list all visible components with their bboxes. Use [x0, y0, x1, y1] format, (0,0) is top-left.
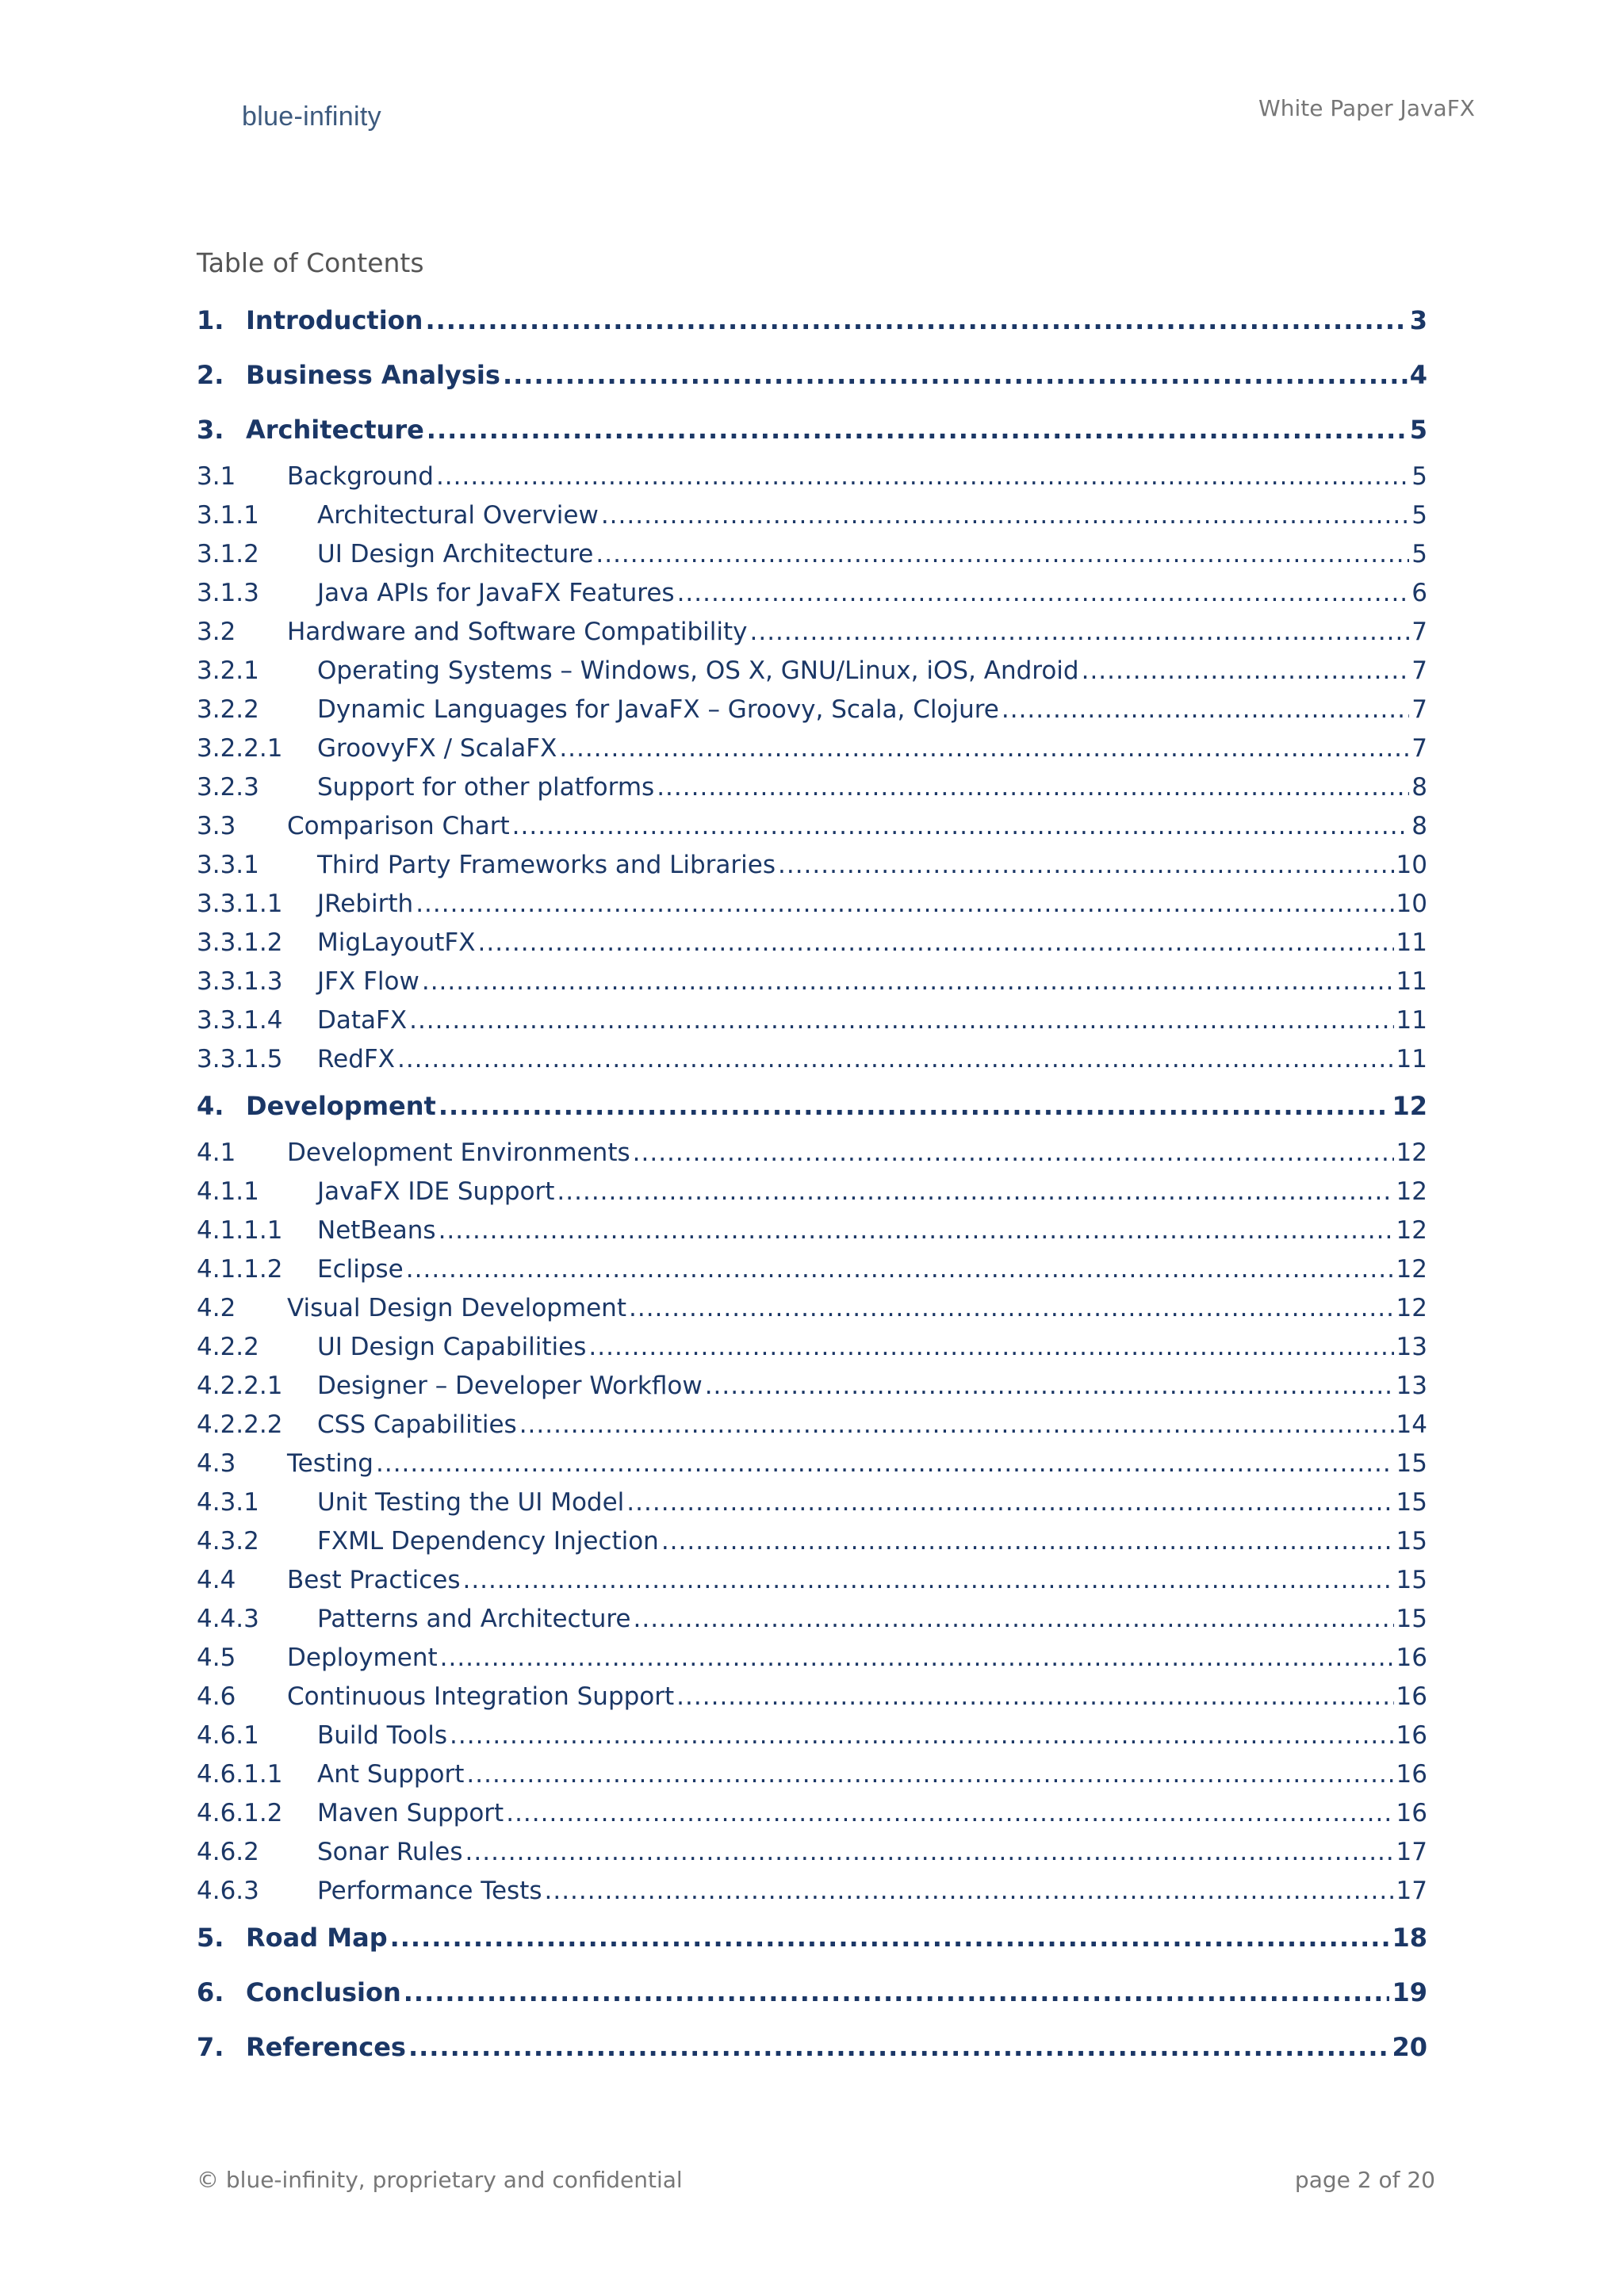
toc-entry-title: References [246, 2032, 406, 2062]
toc-entry[interactable] [197, 846, 1427, 885]
toc-entry-title: Comparison Chart [287, 812, 510, 840]
toc-leader-dots [397, 1040, 1394, 1079]
toc-entry-title: MigLayoutFX [317, 928, 476, 957]
toc-entry-title: Ant Support [317, 1760, 465, 1789]
toc-leader-dots [439, 1079, 1390, 1134]
toc-entry-page: 11 [1396, 1045, 1427, 1073]
toc-entry-page: 15 [1396, 1605, 1427, 1633]
toc-entry-number: 4.6.1.1 [197, 1760, 283, 1789]
toc-entry-page: 3 [1409, 305, 1427, 335]
toc-entry-title: Designer – Developer Workflow [317, 1372, 703, 1400]
toc-entry-number: 4.3.2 [197, 1527, 259, 1556]
toc-entry-title: GroovyFX / ScalaFX [317, 734, 557, 763]
toc-leader-dots [478, 924, 1394, 962]
toc-leader-dots [705, 1367, 1394, 1406]
toc-entry-title: Support for other platforms [317, 773, 655, 802]
toc-entry-page: 14 [1396, 1410, 1427, 1439]
toc-entry-title: FXML Dependency Injection [317, 1527, 659, 1556]
toc-leader-dots [390, 1911, 1390, 1965]
toc-entry-page: 5 [1411, 462, 1427, 491]
toc-entry-title: Conclusion [246, 1977, 401, 2007]
toc-entry[interactable] [197, 1872, 1427, 1911]
toc-entry-page: 16 [1396, 1799, 1427, 1827]
toc-entry[interactable] [197, 1445, 1427, 1483]
toc-entry-number: 4.1.1.1 [197, 1216, 283, 1245]
toc-entry[interactable] [197, 807, 1427, 846]
toc-entry-title: Eclipse [317, 1255, 404, 1284]
toc-entry-number: 3.1.3 [197, 579, 259, 607]
toc-entry-title: JavaFX IDE Support [317, 1177, 555, 1206]
toc-leader-dots [519, 1406, 1394, 1445]
toc-leader-dots [661, 1522, 1394, 1561]
toc-entry-page: 15 [1396, 1449, 1427, 1478]
toc-entry[interactable] [197, 348, 1427, 403]
toc-entry-number: 6. [197, 1977, 224, 2007]
toc-entry-title: Business Analysis [246, 360, 500, 390]
toc-entry-number: 4.4.3 [197, 1605, 259, 1633]
toc-entry[interactable] [197, 535, 1427, 574]
toc-leader-dots [633, 1134, 1394, 1173]
toc-entry[interactable] [197, 1001, 1427, 1040]
toc-entry-page: 17 [1396, 1877, 1427, 1905]
toc-entry-page: 16 [1396, 1644, 1427, 1672]
footer-page-number: page 2 of 20 [1294, 2167, 1435, 2193]
toc-leader-dots [376, 1445, 1394, 1483]
toc-entry-number: 3.1.2 [197, 540, 259, 568]
toc-entry-title: Java APIs for JavaFX Features [317, 579, 675, 607]
toc-leader-dots [408, 2020, 1390, 2075]
toc-entry-title: Performance Tests [317, 1877, 542, 1905]
toc-entry-title: CSS Capabilities [317, 1410, 517, 1439]
toc-entry-title: Development Environments [287, 1138, 630, 1167]
toc-entry-title: NetBeans [317, 1216, 436, 1245]
table-of-contents [197, 293, 1427, 2075]
toc-leader-dots [409, 1001, 1393, 1040]
toc-leader-dots [629, 1289, 1394, 1328]
toc-entry-title: Sonar Rules [317, 1838, 463, 1866]
toc-entry[interactable] [197, 574, 1427, 613]
toc-entry-page: 16 [1396, 1760, 1427, 1789]
toc-leader-dots [545, 1872, 1394, 1911]
toc-leader-dots [512, 807, 1410, 846]
toc-entry-title: DataFX [317, 1006, 408, 1035]
toc-entry-page: 12 [1396, 1138, 1427, 1167]
toc-entry-title: JRebirth [317, 890, 414, 918]
toc-entry-number: 3.3.1.2 [197, 928, 283, 957]
toc-entry-page: 12 [1396, 1177, 1427, 1206]
toc-entry[interactable] [197, 1211, 1427, 1250]
toc-leader-dots [559, 729, 1409, 768]
toc-entry-number: 3.3.1.4 [197, 1006, 283, 1035]
toc-entry[interactable] [197, 1965, 1427, 2020]
toc-entry[interactable] [197, 1600, 1427, 1639]
toc-entry[interactable] [197, 768, 1427, 807]
toc-entry-number: 4.6.1 [197, 1721, 259, 1750]
toc-entry-number: 4.6 [197, 1682, 236, 1711]
toc-entry-number: 5. [197, 1923, 224, 1953]
toc-entry[interactable] [197, 1755, 1427, 1794]
toc-leader-dots [506, 1794, 1393, 1833]
toc-entry-page: 20 [1392, 2032, 1427, 2062]
toc-leader-dots [439, 1211, 1394, 1250]
toc-entry-title: Road Map [246, 1923, 388, 1953]
toc-leader-dots [503, 348, 1408, 403]
toc-entry-number: 4.1.1.2 [197, 1255, 283, 1284]
toc-leader-dots [406, 1250, 1394, 1289]
toc-entry-title: Third Party Frameworks and Libraries [317, 851, 776, 879]
toc-entry-title: Build Tools [317, 1721, 448, 1750]
toc-entry[interactable] [197, 962, 1427, 1001]
toc-entry[interactable] [197, 1639, 1427, 1678]
toc-entry-page: 17 [1396, 1838, 1427, 1866]
toc-entry-title: Introduction [246, 305, 423, 335]
toc-entry-number: 3.2.2 [197, 695, 259, 724]
toc-entry-page: 16 [1396, 1682, 1427, 1711]
toc-entry-number: 4.2.2.1 [197, 1372, 283, 1400]
toc-entry-number: 4.3 [197, 1449, 236, 1478]
toc-entry-page: 10 [1396, 890, 1427, 918]
toc-entry[interactable] [197, 1716, 1427, 1755]
toc-entry-number: 1. [197, 305, 224, 335]
toc-entry-page: 16 [1396, 1721, 1427, 1750]
toc-entry-page: 12 [1396, 1216, 1427, 1245]
toc-entry-page: 12 [1392, 1091, 1427, 1121]
toc-entry-page: 19 [1392, 1977, 1427, 2007]
toc-leader-dots [634, 1600, 1394, 1639]
toc-entry[interactable] [197, 613, 1427, 652]
toc-entry-title: Visual Design Development [287, 1294, 626, 1322]
toc-entry-number: 3. [197, 415, 224, 445]
toc-entry[interactable] [197, 1328, 1427, 1367]
toc-entry[interactable] [197, 1173, 1427, 1211]
toc-entry[interactable] [197, 1289, 1427, 1328]
toc-entry[interactable] [197, 1134, 1427, 1173]
toc-entry-number: 4.6.2 [197, 1838, 259, 1866]
toc-entry[interactable] [197, 1678, 1427, 1716]
toc-entry-title: UI Design Architecture [317, 540, 594, 568]
toc-entry-title: Operating Systems – Windows, OS X, GNU/Linux, iOS, Android [317, 656, 1079, 685]
toc-entry-page: 15 [1396, 1566, 1427, 1594]
toc-entry[interactable] [197, 729, 1427, 768]
toc-entry-page: 13 [1396, 1372, 1427, 1400]
toc-entry-page: 15 [1396, 1488, 1427, 1517]
toc-entry[interactable] [197, 1406, 1427, 1445]
toc-entry-number: 3.2.2.1 [197, 734, 283, 763]
toc-entry[interactable] [197, 1911, 1427, 1965]
toc-entry-number: 4. [197, 1091, 224, 1121]
toc-entry-page: 18 [1392, 1923, 1427, 1953]
toc-entry-number: 3.3.1.5 [197, 1045, 283, 1073]
toc-entry[interactable] [197, 1079, 1427, 1134]
toc-entry-number: 7. [197, 2032, 224, 2062]
toc-entry-number: 3.3.1.1 [197, 890, 283, 918]
toc-entry-page: 6 [1411, 579, 1427, 607]
toc-entry-page: 12 [1396, 1255, 1427, 1284]
toc-entry-title: Architectural Overview [317, 501, 599, 530]
toc-entry[interactable] [197, 924, 1427, 962]
toc-leader-dots [466, 1755, 1393, 1794]
toc-entry-page: 15 [1396, 1527, 1427, 1556]
toc-entry-number: 4.2.2 [197, 1333, 259, 1361]
toc-leader-dots [588, 1328, 1393, 1367]
toc-entry-title: Architecture [246, 415, 424, 445]
toc-entry[interactable] [197, 691, 1427, 729]
toc-entry-page: 5 [1409, 415, 1427, 445]
toc-leader-dots [749, 613, 1409, 652]
toc-leader-dots [427, 403, 1408, 457]
toc-entry[interactable] [197, 1367, 1427, 1406]
toc-entry-number: 3.3 [197, 812, 236, 840]
toc-entry-page: 5 [1411, 540, 1427, 568]
toc-leader-dots [436, 457, 1409, 496]
toc-entry-number: 3.2.1 [197, 656, 259, 685]
toc-entry-number: 4.3.1 [197, 1488, 259, 1517]
toc-entry-page: 4 [1409, 360, 1427, 390]
toc-entry-number: 4.1 [197, 1138, 236, 1167]
toc-entry-page: 11 [1396, 928, 1427, 957]
toc-entry[interactable] [197, 1522, 1427, 1561]
toc-entry[interactable] [197, 1561, 1427, 1600]
toc-entry-number: 3.1.1 [197, 501, 259, 530]
toc-entry-number: 4.6.1.2 [197, 1799, 283, 1827]
toc-entry[interactable] [197, 1794, 1427, 1833]
toc-entry-number: 4.1.1 [197, 1177, 259, 1206]
toc-leader-dots [626, 1483, 1393, 1522]
toc-entry-title: Maven Support [317, 1799, 504, 1827]
footer-copyright: © blue-infinity, proprietary and confidential [197, 2167, 683, 2193]
toc-entry-page: 8 [1411, 812, 1427, 840]
toc-leader-dots [677, 574, 1410, 613]
toc-leader-dots [596, 535, 1409, 574]
toc-leader-dots [404, 1965, 1390, 2020]
document-title: White Paper JavaFX [1258, 95, 1475, 121]
toc-entry[interactable] [197, 403, 1427, 457]
toc-leader-dots [450, 1716, 1394, 1755]
toc-entry-page: 7 [1411, 734, 1427, 763]
toc-entry-title: Patterns and Architecture [317, 1605, 631, 1633]
toc-entry-number: 4.6.3 [197, 1877, 259, 1905]
company-logo: blue-infinity [242, 101, 381, 132]
toc-leader-dots [778, 846, 1394, 885]
toc-entry[interactable] [197, 293, 1427, 348]
toc-entry-number: 3.2.3 [197, 773, 259, 802]
toc-entry-page: 13 [1396, 1333, 1427, 1361]
toc-entry-number: 4.4 [197, 1566, 236, 1594]
toc-entry-number: 3.2 [197, 618, 236, 646]
toc-leader-dots [462, 1561, 1393, 1600]
toc-entry-title: Continuous Integration Support [287, 1682, 675, 1711]
toc-entry[interactable] [197, 496, 1427, 535]
toc-entry-number: 4.2.2.2 [197, 1410, 283, 1439]
toc-entry-page: 7 [1411, 695, 1427, 724]
toc-entry-title: Development [246, 1091, 436, 1121]
toc-entry-page: 10 [1396, 851, 1427, 879]
toc-entry-title: Background [287, 462, 434, 491]
toc-entry[interactable] [197, 2020, 1427, 2075]
toc-leader-dots [1002, 691, 1409, 729]
toc-entry-page: 5 [1411, 501, 1427, 530]
toc-entry-number: 4.2 [197, 1294, 236, 1322]
toc-leader-dots [416, 885, 1393, 924]
toc-entry[interactable] [197, 1040, 1427, 1079]
toc-leader-dots [440, 1639, 1394, 1678]
toc-leader-dots [465, 1833, 1394, 1872]
toc-leader-dots [601, 496, 1409, 535]
toc-entry[interactable] [197, 652, 1427, 691]
toc-entry-title: Dynamic Languages for JavaFX – Groovy, Scala, Clojure [317, 695, 999, 724]
toc-entry-number: 4.5 [197, 1644, 236, 1672]
toc-entry-title: JFX Flow [317, 967, 419, 996]
toc-entry-page: 11 [1396, 967, 1427, 996]
toc-entry[interactable] [197, 1483, 1427, 1522]
toc-entry-title: Hardware and Software Compatibility [287, 618, 748, 646]
toc-entry-number: 3.3.1.3 [197, 967, 283, 996]
toc-entry-title: Best Practices [287, 1566, 461, 1594]
toc-leader-dots [557, 1173, 1393, 1211]
toc-entry-number: 3.1 [197, 462, 236, 491]
toc-leader-dots [1082, 652, 1410, 691]
toc-entry-title: Testing [287, 1449, 373, 1478]
toc-entry-page: 7 [1411, 618, 1427, 646]
toc-leader-dots [676, 1678, 1393, 1716]
toc-entry-title: UI Design Capabilities [317, 1333, 587, 1361]
toc-leader-dots [657, 768, 1409, 807]
toc-entry-title: Deployment [287, 1644, 438, 1672]
toc-leader-dots [422, 962, 1394, 1001]
toc-entry[interactable] [197, 457, 1427, 496]
toc-entry-page: 11 [1396, 1006, 1427, 1035]
toc-entry-number: 2. [197, 360, 224, 390]
toc-entry-number: 3.3.1 [197, 851, 259, 879]
toc-heading: Table of Contents [197, 247, 424, 278]
toc-leader-dots [425, 293, 1407, 348]
toc-entry-page: 8 [1411, 773, 1427, 802]
toc-entry-page: 7 [1411, 656, 1427, 685]
toc-entry[interactable] [197, 1833, 1427, 1872]
toc-entry-title: Unit Testing the UI Model [317, 1488, 625, 1517]
toc-entry[interactable] [197, 1250, 1427, 1289]
toc-entry-title: RedFX [317, 1045, 395, 1073]
toc-entry[interactable] [197, 885, 1427, 924]
toc-entry-page: 12 [1396, 1294, 1427, 1322]
